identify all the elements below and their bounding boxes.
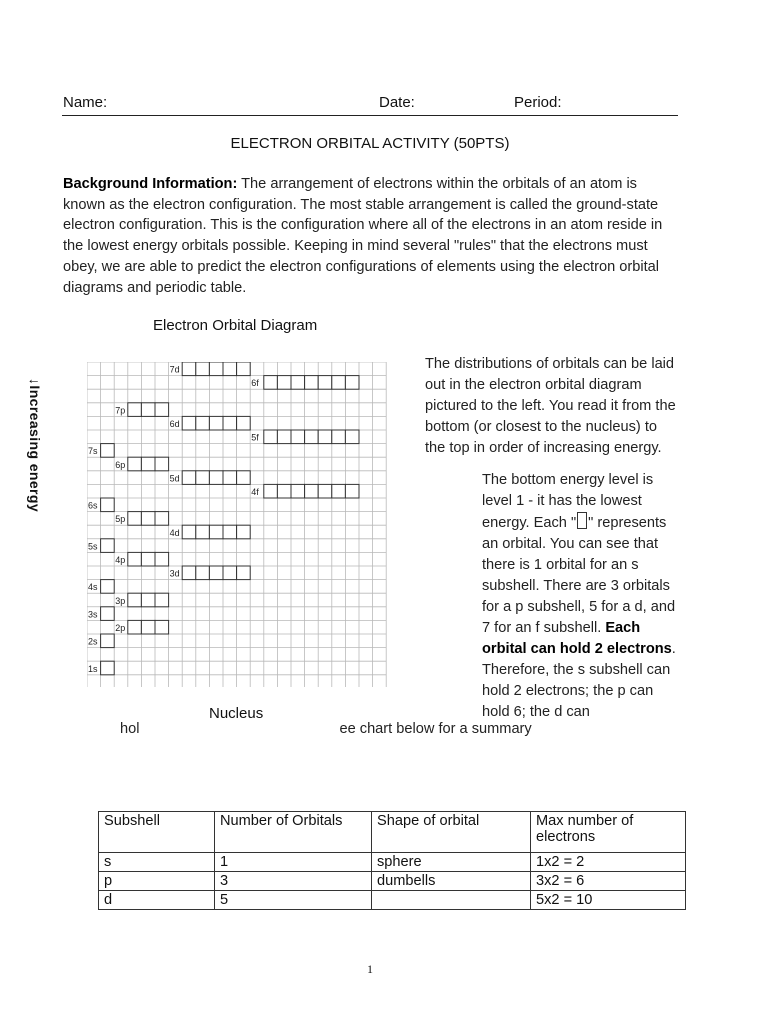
subshell-label: 5s: [88, 541, 98, 552]
orbital-box: [237, 416, 251, 430]
name-label: Name:: [63, 94, 108, 111]
subshell-3p: [115, 593, 169, 607]
orbital-box: [209, 471, 223, 485]
orbital-box: [264, 484, 278, 498]
cell: [372, 891, 531, 910]
orbital-box: [209, 416, 223, 430]
orbital-box: [141, 403, 155, 417]
subshell-label: 4f: [251, 487, 259, 497]
orbital-box: [141, 552, 155, 566]
orbital-box: [128, 620, 142, 634]
subshell-5s: [88, 539, 115, 553]
subshell-label: 3s: [88, 609, 98, 620]
orbital-box: [223, 566, 237, 580]
orbital-box: [332, 376, 346, 390]
orbital-box: [128, 403, 142, 417]
page-number: 1: [367, 962, 373, 976]
orbital-box: [155, 457, 169, 471]
nucleus-label: Nucleus: [209, 705, 264, 722]
orbital-box: [277, 376, 291, 390]
orbital-box: [182, 416, 196, 430]
subshell-7d: [169, 362, 250, 376]
orbital-box: [223, 416, 237, 430]
orbital-box: [101, 634, 115, 648]
orbital-box: [141, 593, 155, 607]
orbital-box: [155, 593, 169, 607]
subshell-2p: [115, 620, 169, 634]
subshell-7p: [115, 403, 169, 417]
background-paragraph: [63, 174, 663, 298]
subshell-label: 5f: [251, 432, 259, 443]
orbital-box: [128, 593, 142, 607]
subshell-3s: [88, 607, 115, 621]
orbital-box: [209, 525, 223, 539]
orbital-box: [291, 484, 305, 498]
subshell-label: 7p: [115, 405, 126, 416]
orbital-box: [101, 498, 115, 512]
orbital-box: [101, 580, 115, 594]
subshell-label: 4p: [115, 555, 126, 565]
header-shape: Shape of orbital: [372, 812, 531, 853]
orbital-box: [101, 607, 115, 621]
subshell-4d: [169, 525, 250, 539]
orbital-box: [345, 430, 359, 444]
orbital-box: [277, 484, 291, 498]
energy-axis-label: [23, 378, 43, 538]
subshell-label: 6s: [88, 500, 98, 511]
orbital-box: [182, 525, 196, 539]
orbital-box: [305, 484, 319, 498]
subshell-label: 3d: [169, 568, 180, 579]
cell: 5x2 = 10: [531, 891, 686, 910]
subshell-5d: [169, 471, 250, 485]
subshell-label: 4d: [169, 527, 180, 538]
orbital-box: [128, 457, 142, 471]
subshell-label: 1s: [88, 663, 98, 674]
diagram-title: Electron Orbital Diagram: [153, 317, 318, 334]
orbital-box: [291, 376, 305, 390]
orbital-box: [128, 512, 142, 526]
orbital-box: [237, 471, 251, 485]
orbital-box: [277, 430, 291, 444]
orbital-box: [305, 430, 319, 444]
date-label: Date:: [379, 94, 415, 111]
orbital-box: [141, 512, 155, 526]
background-heading: Background Information:: [63, 176, 238, 192]
cell: s: [99, 853, 215, 872]
energy-text: Increasing energy: [27, 385, 43, 513]
orbital-box: [141, 620, 155, 634]
page-title: ELECTRON ORBITAL ACTIVITY (50PTS): [230, 135, 510, 152]
header-orbitals: Number of Orbitals: [215, 812, 372, 853]
continuation-end: ee chart below for a summary: [339, 721, 532, 737]
subshell-label: 6d: [169, 419, 180, 429]
subshell-4p: [115, 552, 169, 566]
subshell-label: 4s: [88, 582, 98, 593]
orbital-box: [237, 525, 251, 539]
subshell-label: 7s: [88, 446, 98, 457]
subshell-5p: [115, 512, 169, 526]
orbital-box: [196, 471, 210, 485]
orbital-box: [182, 471, 196, 485]
orbital-box: [141, 457, 155, 471]
orbital-box: [101, 539, 115, 553]
subshell-label: 6p: [115, 459, 126, 470]
side-paragraph-2: [482, 470, 682, 723]
orbital-box: [182, 362, 196, 376]
orbital-box: [196, 362, 210, 376]
subshell-label: 5d: [169, 473, 180, 484]
orbital-box: [237, 566, 251, 580]
orbital-box: [209, 566, 223, 580]
down-arrow-icon: ↓: [27, 378, 43, 386]
subshell-3d: [169, 566, 250, 580]
orbital-box: [291, 430, 305, 444]
subshell-label: 5p: [115, 514, 126, 525]
subshell-2s: [88, 634, 115, 648]
orbital-box: [128, 552, 142, 566]
cell: d: [99, 891, 215, 910]
orbital-box: [196, 566, 210, 580]
side-text-b: " represents an orbital. You can see that there is 1 orbital for an s subshell. There are 3 orbitals for a p subshell, 5 for a d, and 7 for an f subshell.: [482, 515, 676, 636]
subshell-label: 6f: [251, 378, 259, 389]
table-header-row: [99, 812, 686, 853]
header-rule: [62, 115, 678, 116]
orbital-diagram: [87, 362, 394, 687]
orbital-grid: [87, 362, 394, 687]
side-text-a: The bottom energy level is level 1 - it has the lowest energy. Each ": [482, 472, 654, 531]
subshell-label: 2p: [115, 623, 126, 633]
table-row: [99, 872, 686, 891]
period-label: Period:: [514, 94, 562, 111]
orbital-box: [182, 566, 196, 580]
orbital-box: [223, 471, 237, 485]
subshell-1s: [88, 661, 115, 675]
orbital-box: [155, 552, 169, 566]
orbital-box: [318, 376, 332, 390]
cell: sphere: [372, 853, 531, 872]
cell: 3: [215, 872, 372, 891]
orbital-box: [305, 376, 319, 390]
table-row: [99, 891, 686, 910]
subshell-6d: [169, 416, 250, 430]
subshell-4s: [88, 580, 115, 594]
subshell-label: 2s: [88, 636, 98, 647]
orbital-box: [196, 525, 210, 539]
subshell-4f: [251, 484, 359, 498]
subshell-6s: [88, 498, 115, 512]
header-max-electrons: Max number of electrons: [531, 812, 686, 853]
subshell-6f: [251, 376, 359, 390]
orbital-box: [318, 430, 332, 444]
subshell-label: 3p: [115, 595, 126, 606]
cell: dumbells: [372, 872, 531, 891]
orbital-box: [209, 362, 223, 376]
orbital-box: [318, 484, 332, 498]
orbital-box: [155, 403, 169, 417]
cell: 5: [215, 891, 372, 910]
background-text: The arrangement of electrons within the orbitals of an atom is known as the electron configuration. The most stable arrangement is called the ground-state electron configuration. This is the configuration where all of the electrons in an atom reside in the lowest energy orbitals possible. Keeping in mind several "rules" that the electrons must obey, we are able to predict the electron configurations of elements using the electron orbital diagrams and periodic table.: [63, 176, 663, 296]
orbital-box: [155, 512, 169, 526]
side-paragraph-1: The distributions of orbitals can be laid out in the electron orbital diagram pictured to the left. You read it from the bottom (or closest to the nucleus) to the top in order of increasing energy.: [425, 356, 676, 456]
subshell-5f: [251, 430, 359, 444]
orbital-box: [264, 430, 278, 444]
orbital-box: [223, 525, 237, 539]
table-row: [99, 853, 686, 872]
orbital-box: [196, 416, 210, 430]
side-text-bold: Each orbital can hold 2 electrons: [482, 620, 672, 657]
orbital-box: [155, 620, 169, 634]
orbital-box: [345, 376, 359, 390]
orbital-box-icon: [577, 512, 587, 529]
side-text-c: . Therefore, the s subshell can hold 2 electrons; the p can hold 6; the d can: [482, 641, 676, 720]
cell: p: [99, 872, 215, 891]
subshell-6p: [115, 457, 169, 471]
cell: 1x2 = 2: [531, 853, 686, 872]
orbital-box: [345, 484, 359, 498]
orbital-box: [223, 362, 237, 376]
orbital-box: [264, 376, 278, 390]
cell: 1: [215, 853, 372, 872]
orbital-box: [237, 362, 251, 376]
orbital-box: [332, 430, 346, 444]
subshell-7s: [88, 444, 115, 458]
cell: 3x2 = 6: [531, 872, 686, 891]
continuation-start: hol: [120, 721, 140, 737]
orbital-box: [101, 661, 115, 675]
orbital-box: [332, 484, 346, 498]
subshell-label: 7d: [169, 364, 180, 375]
continuation-line: [120, 721, 532, 737]
orbital-box: [101, 444, 115, 458]
summary-table: [98, 811, 686, 910]
header-subshell: Subshell: [99, 812, 215, 853]
